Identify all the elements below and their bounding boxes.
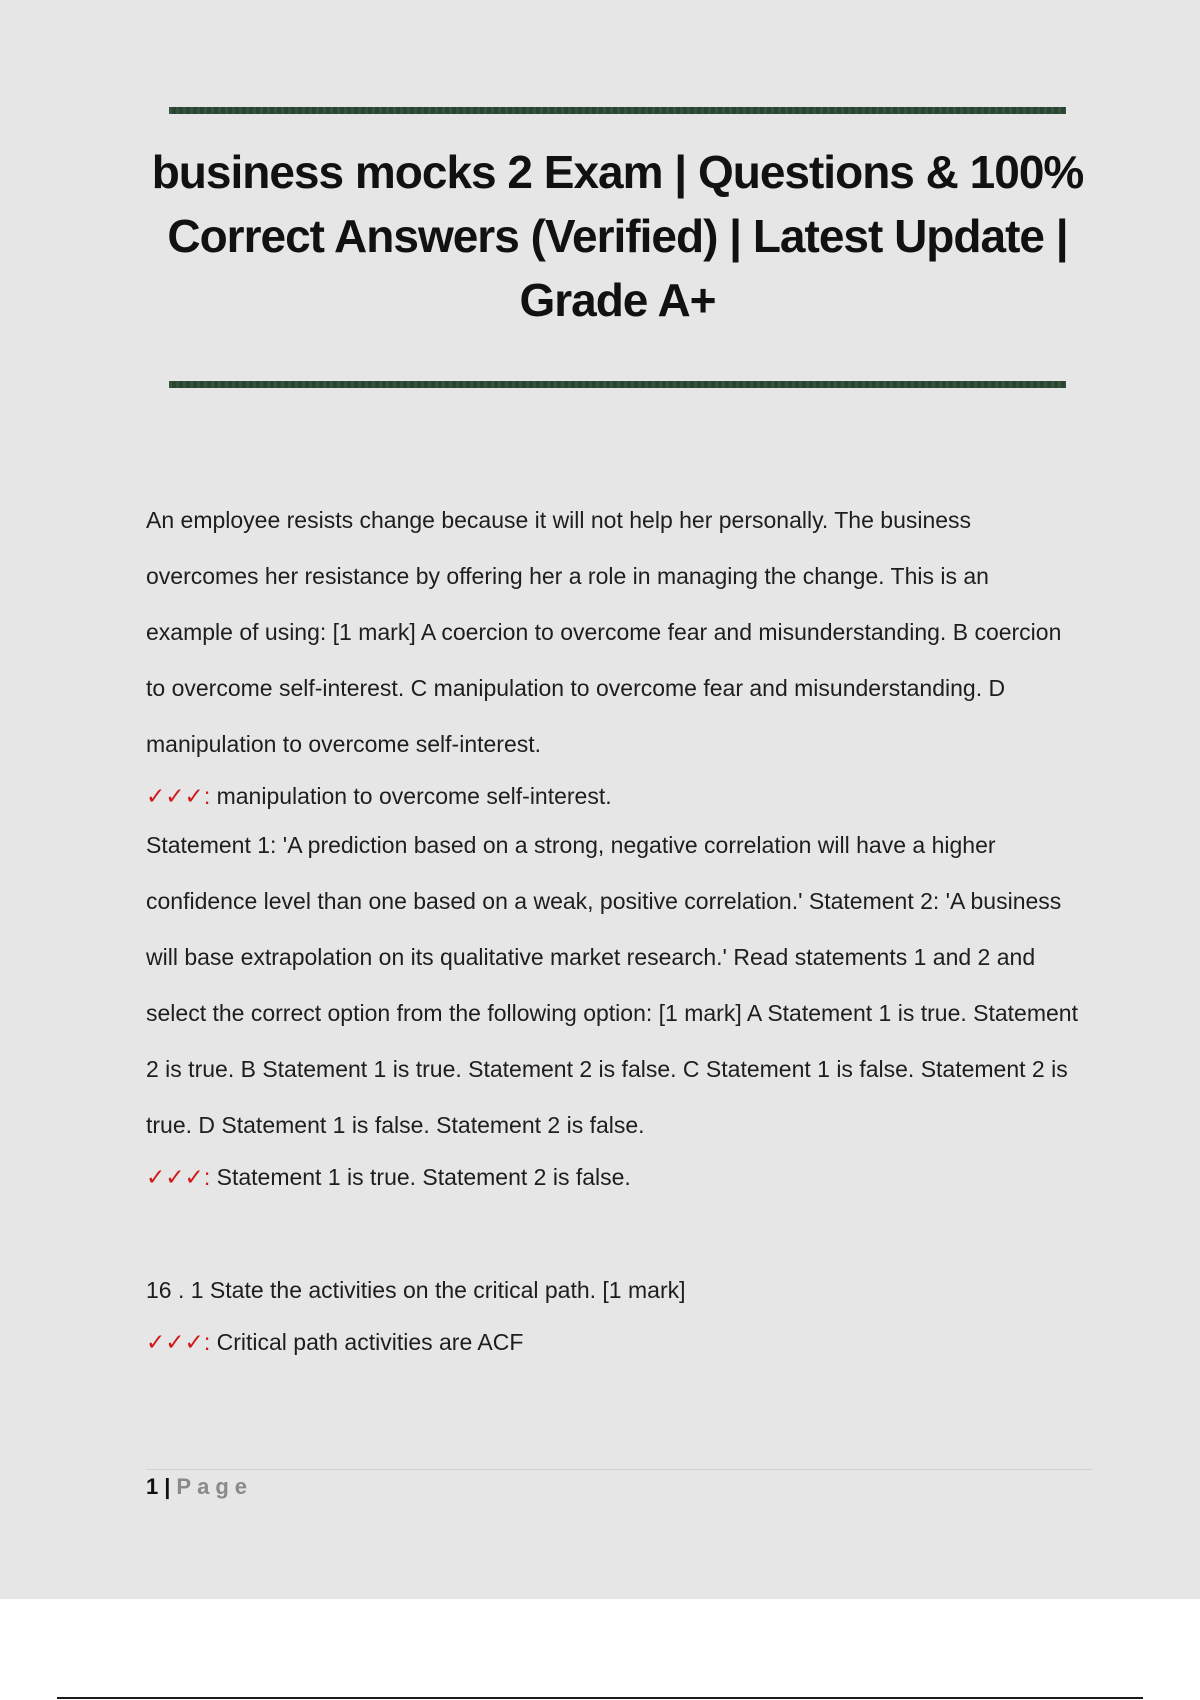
answer-text: Statement 1 is true. Statement 2 is false. bbox=[216, 1164, 631, 1190]
page-separator: | bbox=[164, 1474, 171, 1499]
page-number-footer bbox=[146, 1474, 253, 1500]
question-text: Statement 1: 'A prediction based on a strong, negative correlation will have a higher confidence level than one based on a weak, positive correlation.' Statement 2: 'A business will base extrapolation on its qualitative market research.' Read statements 1 and 2 and select the correct option from the following option: [1 mark] A Statement 1 is true. Statement 2 is true. B Statement 1 is true. Statement 2 is false. C Statement 1 is false. Statement 2 is true. D Statement 1 is false. Statement 2 is false. bbox=[146, 832, 1078, 1138]
check-marks-icon: ✓✓✓: bbox=[146, 1164, 211, 1190]
question-block bbox=[146, 817, 1081, 1262]
check-marks-icon: ✓✓✓: bbox=[146, 1329, 211, 1355]
page-word: Page bbox=[176, 1474, 253, 1499]
document-title: business mocks 2 Exam | Questions & 100% Correct Answers (Verified) | Latest Update | Grade A+ bbox=[151, 146, 1084, 326]
answer-line bbox=[146, 1153, 1081, 1193]
answer-text: manipulation to overcome self-interest. bbox=[216, 783, 612, 809]
footer-divider bbox=[146, 1469, 1093, 1470]
answer-text: Critical path activities are ACF bbox=[216, 1329, 524, 1355]
question-block bbox=[146, 492, 1081, 817]
answer-line bbox=[146, 1318, 1081, 1358]
next-page-top-rule bbox=[57, 1697, 1143, 1699]
title-bottom-rule bbox=[169, 381, 1066, 388]
question-text: 16 . 1 State the activities on the critical path. [1 mark] bbox=[146, 1277, 686, 1303]
question-text: An employee resists change because it will not help her personally. The business overcomes her resistance by offering her a role in managing the change. This is an example of using: [1 mark] A coercion to overcome fear and misunderstanding. B coercion to overcome self-interest. C manipulation to overcome fear and misunderstanding. D manipulation to overcome self-interest. bbox=[146, 507, 1062, 757]
check-marks-icon: ✓✓✓: bbox=[146, 783, 211, 809]
title-top-rule bbox=[169, 107, 1066, 114]
answer-line bbox=[146, 772, 1081, 812]
question-block bbox=[146, 1262, 1081, 1358]
page-number: 1 bbox=[146, 1474, 159, 1499]
question-list bbox=[146, 492, 1081, 1358]
